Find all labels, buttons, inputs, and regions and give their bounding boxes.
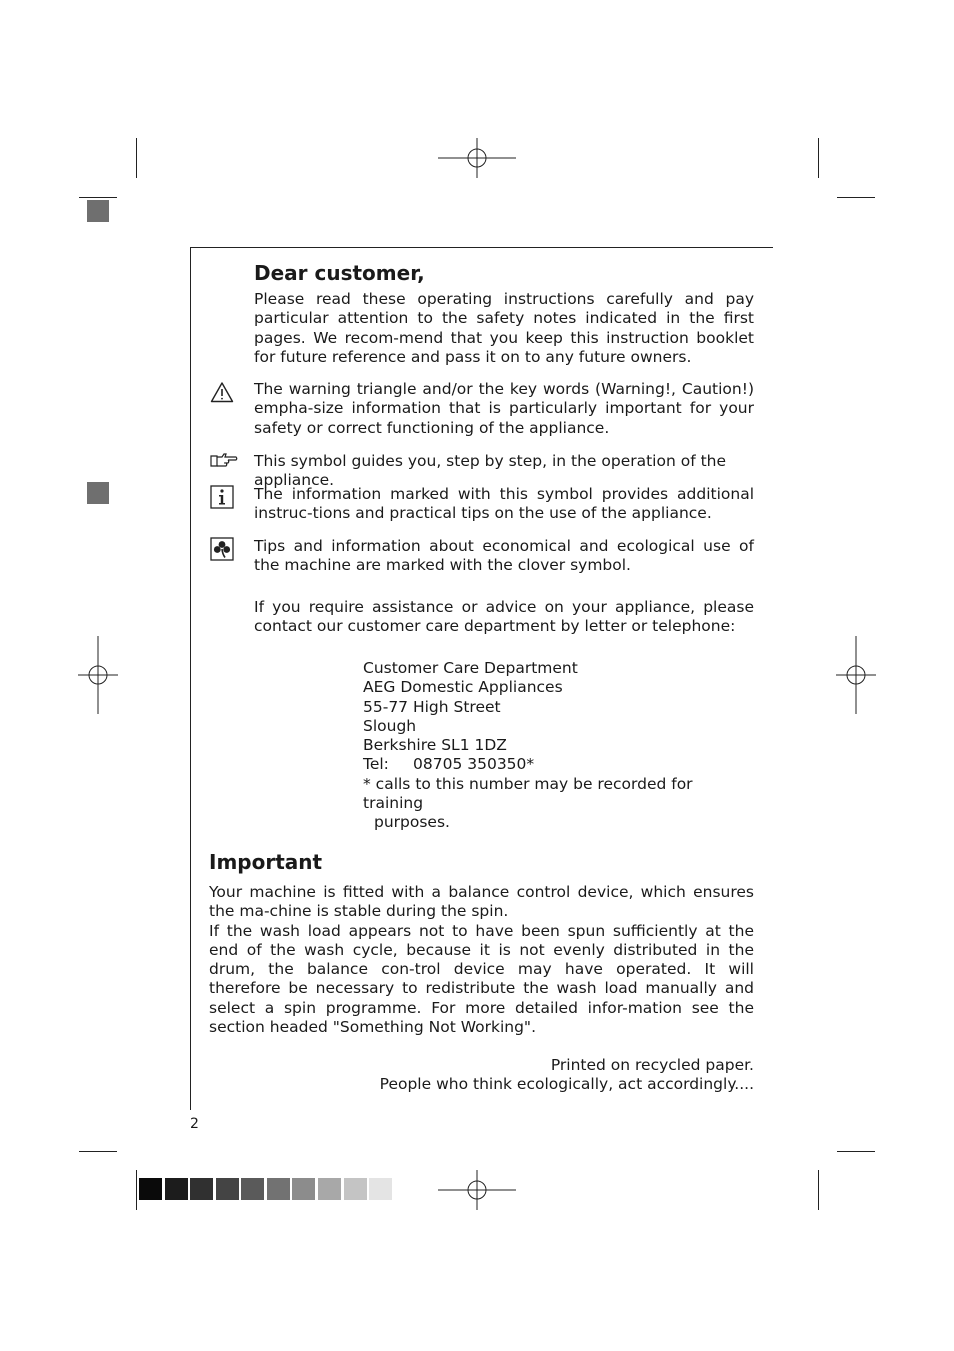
color-swatch bbox=[318, 1178, 341, 1200]
color-swatch bbox=[165, 1178, 188, 1200]
call-recording-note-cont: purposes. bbox=[374, 813, 450, 832]
color-swatch bbox=[292, 1178, 315, 1200]
greeting-intro: Please read these operating instructions carefully and pay particular attention to the safety notes indicated in the first pages. We recom-mend that you keep this instruction booklet for future reference and pass it on to any future owners. bbox=[254, 290, 754, 366]
address-line: AEG Domestic Appliances bbox=[363, 678, 563, 697]
info-icon bbox=[210, 485, 234, 509]
recycled-paper-note bbox=[254, 1056, 754, 1095]
color-swatch bbox=[190, 1178, 213, 1200]
telephone-line bbox=[363, 755, 753, 774]
recycled-paper-line: Printed on recycled paper. bbox=[550, 1056, 754, 1074]
contact-intro: If you require assistance or advice on your appliance, please contact our customer care department by letter or telephone: bbox=[254, 598, 754, 636]
call-recording-note: * calls to this number may be recorded for training bbox=[363, 774, 693, 813]
registration-mark-bottom bbox=[438, 1170, 516, 1210]
telephone-number: 08705 350350* bbox=[413, 755, 535, 774]
color-swatch bbox=[241, 1178, 264, 1200]
important-paragraph-2: If the wash load appears not to have been spun sufficiently at the end of the wash cycle, because it is not evenly distributed in the drum, the balance con-trol device may have operated. It will therefore be necessary to redistribute the wash load manually and select a spin programme. For more detailed infor-mation see the section headed "Something Not Working". bbox=[209, 921, 754, 1037]
greeting-title: Dear customer, bbox=[254, 261, 425, 285]
symbol-text-step: This symbol guides you, step by step, in the operation of the appliance. bbox=[254, 452, 727, 490]
page-left-rule bbox=[190, 247, 191, 1110]
address-line: Slough bbox=[363, 716, 417, 735]
margin-gray-box-top bbox=[87, 200, 109, 222]
color-swatch bbox=[216, 1178, 239, 1200]
address-line: Customer Care Department bbox=[363, 659, 578, 677]
symbol-text-clover: Tips and information about economical and ecological use of the machine are marked with the clover symbol. bbox=[254, 537, 754, 575]
address-line: Berkshire SL1 1DZ bbox=[363, 736, 507, 755]
page-top-rule bbox=[190, 247, 773, 248]
important-body bbox=[209, 883, 754, 1037]
registration-mark-left bbox=[78, 636, 118, 714]
color-swatch bbox=[369, 1178, 392, 1200]
registration-mark-top bbox=[438, 138, 516, 178]
symbol-text-warning: The warning triangle and/or the key words (Warning!, Caution!) empha-size information that is particularly important for your safety or correct functioning of the appliance. bbox=[254, 380, 754, 437]
address-line: 55-77 High Street bbox=[363, 697, 501, 716]
clover-icon bbox=[210, 537, 234, 561]
margin-gray-box-middle bbox=[87, 482, 109, 504]
color-swatch bbox=[139, 1178, 162, 1200]
contact-address bbox=[363, 659, 753, 833]
important-paragraph-1: Your machine is fitted with a balance control device, which ensures the ma-chine is stable during the spin. bbox=[209, 883, 754, 921]
warning-triangle-icon bbox=[210, 381, 234, 405]
pointing-hand-icon bbox=[210, 451, 234, 475]
color-swatch bbox=[267, 1178, 290, 1200]
page-number: 2 bbox=[190, 1116, 199, 1132]
ecological-slogan: People who think ecologically, act accordingly.... bbox=[379, 1075, 754, 1094]
symbol-text-info: The information marked with this symbol provides additional instruc-tions and practical tips on the use of the appliance. bbox=[254, 485, 754, 523]
registration-mark-right bbox=[836, 636, 876, 714]
telephone-label: Tel: bbox=[363, 755, 389, 774]
color-swatch bbox=[344, 1178, 367, 1200]
important-title: Important bbox=[209, 850, 323, 874]
